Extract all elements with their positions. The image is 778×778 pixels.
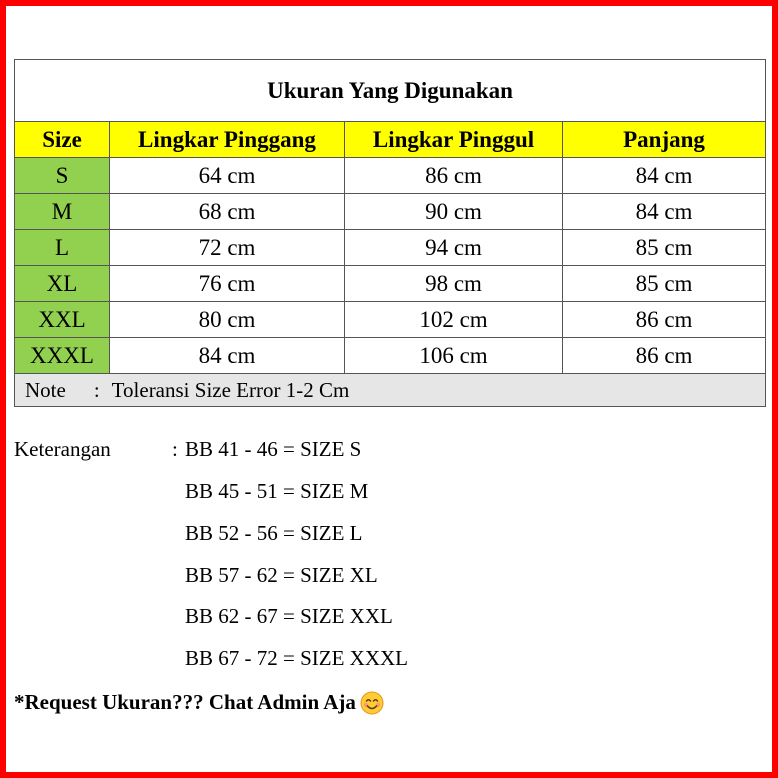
keterangan-colon: : bbox=[172, 437, 178, 461]
table-title: Ukuran Yang Digunakan bbox=[15, 60, 766, 122]
length-cell: 86 cm bbox=[563, 302, 766, 338]
note-separator: : bbox=[93, 377, 100, 402]
keterangan-line: BB 57 - 62 = SIZE XL bbox=[185, 563, 378, 587]
keterangan-line: BB 52 - 56 = SIZE L bbox=[185, 521, 363, 545]
note-row bbox=[15, 374, 766, 407]
hip-cell: 98 cm bbox=[345, 266, 563, 302]
table-row bbox=[15, 158, 766, 194]
length-cell: 86 cm bbox=[563, 338, 766, 374]
table-row bbox=[15, 266, 766, 302]
note-label: Note bbox=[25, 377, 66, 402]
length-cell: 85 cm bbox=[563, 230, 766, 266]
size-cell: XL bbox=[15, 266, 110, 302]
header-lingkar-pinggang: Lingkar Pinggang bbox=[110, 122, 345, 158]
size-chart-table bbox=[14, 59, 766, 407]
hip-cell: 90 cm bbox=[345, 194, 563, 230]
keterangan-line: BB 41 - 46 = SIZE S bbox=[185, 437, 362, 461]
size-cell: XXL bbox=[15, 302, 110, 338]
table-row bbox=[15, 302, 766, 338]
waist-cell: 80 cm bbox=[110, 302, 345, 338]
waist-cell: 68 cm bbox=[110, 194, 345, 230]
table-row bbox=[15, 194, 766, 230]
note-cell bbox=[15, 374, 766, 407]
waist-cell: 72 cm bbox=[110, 230, 345, 266]
table-header-row bbox=[15, 122, 766, 158]
size-cell: M bbox=[15, 194, 110, 230]
request-note bbox=[14, 690, 384, 715]
keterangan-line: BB 45 - 51 = SIZE M bbox=[185, 479, 369, 503]
note-text: Toleransi Size Error 1-2 Cm bbox=[111, 377, 350, 402]
waist-cell: 76 cm bbox=[110, 266, 345, 302]
waist-cell: 84 cm bbox=[110, 338, 345, 374]
header-size: Size bbox=[15, 122, 110, 158]
keterangan-label: Keterangan bbox=[14, 437, 111, 461]
table-row bbox=[15, 338, 766, 374]
hip-cell: 106 cm bbox=[345, 338, 563, 374]
length-cell: 85 cm bbox=[563, 266, 766, 302]
size-cell: S bbox=[15, 158, 110, 194]
waist-cell: 64 cm bbox=[110, 158, 345, 194]
table-title-row bbox=[15, 60, 766, 122]
keterangan-line: BB 62 - 67 = SIZE XXL bbox=[185, 604, 393, 628]
size-cell: XXXL bbox=[15, 338, 110, 374]
hip-cell: 94 cm bbox=[345, 230, 563, 266]
request-text: *Request Ukuran??? Chat Admin Aja bbox=[14, 690, 356, 714]
header-panjang: Panjang bbox=[563, 122, 766, 158]
smiling-face-icon bbox=[360, 691, 384, 715]
hip-cell: 86 cm bbox=[345, 158, 563, 194]
keterangan-line: BB 67 - 72 = SIZE XXXL bbox=[185, 646, 409, 670]
length-cell: 84 cm bbox=[563, 194, 766, 230]
hip-cell: 102 cm bbox=[345, 302, 563, 338]
header-lingkar-pinggul: Lingkar Pinggul bbox=[345, 122, 563, 158]
length-cell: 84 cm bbox=[563, 158, 766, 194]
table-row bbox=[15, 230, 766, 266]
size-cell: L bbox=[15, 230, 110, 266]
